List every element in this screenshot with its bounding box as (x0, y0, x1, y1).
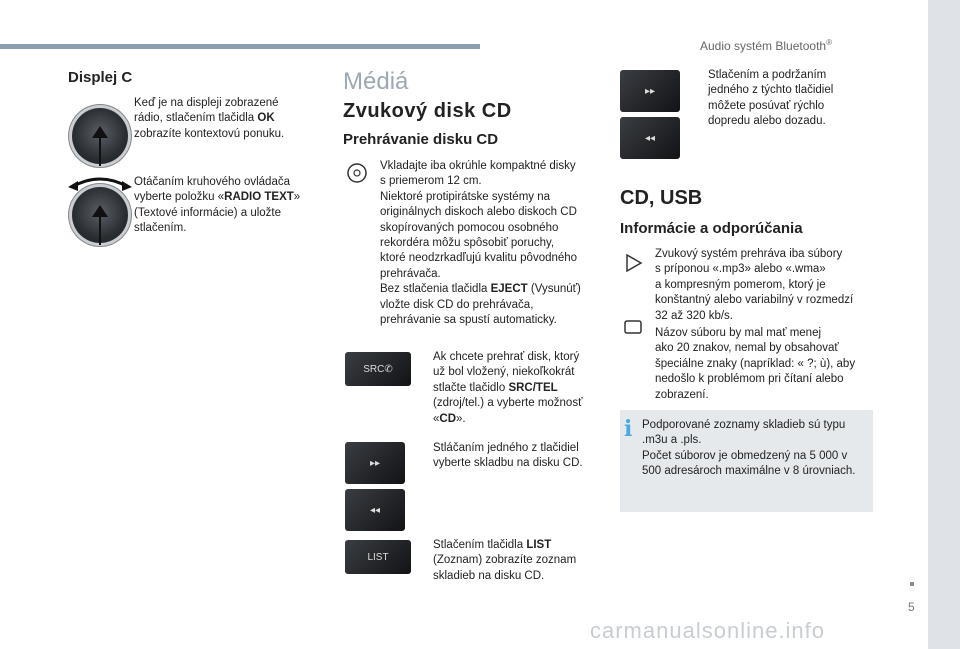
info-i-icon: i (624, 416, 633, 442)
info-heading: Informácie a odporúčania (620, 220, 803, 237)
rewind-button-icon: ◂◂ (345, 489, 405, 531)
knob-press-icon (72, 108, 128, 164)
hold-fast-forward-icon: ▸▸ (620, 70, 680, 112)
src-text: Ak chcete prehrať disk, ktorý už bol vložený, niekoľkokrát stlačte tlačidlo SRC/TEL (zdroj/tel.) a vyberte možnosť «CD». (433, 351, 583, 425)
list-button-image: LIST (345, 540, 411, 574)
watermark: carmanualsonline.info (590, 618, 826, 643)
media-section-title: Médiá (343, 68, 409, 95)
side-strip (928, 0, 960, 649)
skip-text: Stláčaním jedného z tlačidiel vyberte skladbu na disku CD. (433, 442, 583, 470)
page-number: 5 (908, 600, 915, 614)
fast-forward-button-icon: ▸▸ (345, 442, 405, 484)
cd-play-heading: Prehrávanie disku CD (343, 131, 499, 148)
play-triangle-icon (622, 252, 644, 274)
hold-rewind-icon: ◂◂ (620, 117, 680, 159)
src-label: SRC (363, 363, 385, 375)
display-c-heading: Displej C (68, 69, 133, 86)
src-tel-button-image (345, 352, 411, 386)
hold-text: Stlačením a podržaním jedného z týchto tlačidiel môžete posúvať rýchlo dopredu alebo dozadu. (708, 69, 834, 128)
knob-rotate-icon (72, 187, 128, 243)
info-text-2: Názov súboru by mal mať menej ako 20 znakov, nemal by obsahovať špeciálne znaky (napríklad: « ?; ù), aby nedošlo k problémom pri čítaní alebo zobrazení. (655, 327, 856, 401)
page-header-title: Audio systém Bluetooth® (700, 38, 832, 53)
page-dot (910, 582, 914, 586)
info-text-1: Zvukový systém prehráva iba súbory s príponou «.mp3» alebo «.wma» a kompresným pomerom, ktorý je konštantný alebo variabilný v rozmedzí 32 až 320 kb/s. (655, 248, 854, 322)
cd-usb-heading: CD, USB (620, 187, 703, 209)
note-text: Podporované zoznamy skladieb sú typu .m3u a .pls. Počet súborov je obmedzený na 5 000 v 500 adresároch maximálne v 8 úrovniach. (642, 419, 856, 478)
list-text: Stlačením tlačidla LIST (Zoznam) zobrazíte zoznam skladieb na disku CD. (433, 539, 577, 582)
cd-disc-icon (346, 162, 368, 184)
display-para-2: Otáčaním kruhového ovládača vyberte položku «RADIO TEXT» (Textové informácie) a uložte stlačením. (134, 176, 301, 235)
file-rectangle-icon (622, 316, 644, 338)
header-bar (0, 44, 480, 49)
display-para-1: Keď je na displeji zobrazené rádio, stlačením tlačidla OK zobrazíte kontextovú ponuku. (134, 97, 285, 140)
cd-text: Vkladajte iba okrúhle kompaktné disky s priemerom 12 cm. Niektoré protipirátske systémy na originálnych diskoch alebo diskoch CD skopírovaných pomocou osobného rekordéra môžu spôsobiť poruchy, ktoré neodzrkadľujú kvalitu pôvodného prehrávača. Bez stlačenia tlačidla EJECT (Vysunúť) vložte disk CD do prehrávača, prehrávanie sa spustí automaticky. (380, 160, 581, 327)
cd-heading: Zvukový disk CD (343, 100, 512, 122)
rotate-arrows-icon (68, 173, 132, 193)
phone-icon: ✆ (384, 363, 393, 375)
